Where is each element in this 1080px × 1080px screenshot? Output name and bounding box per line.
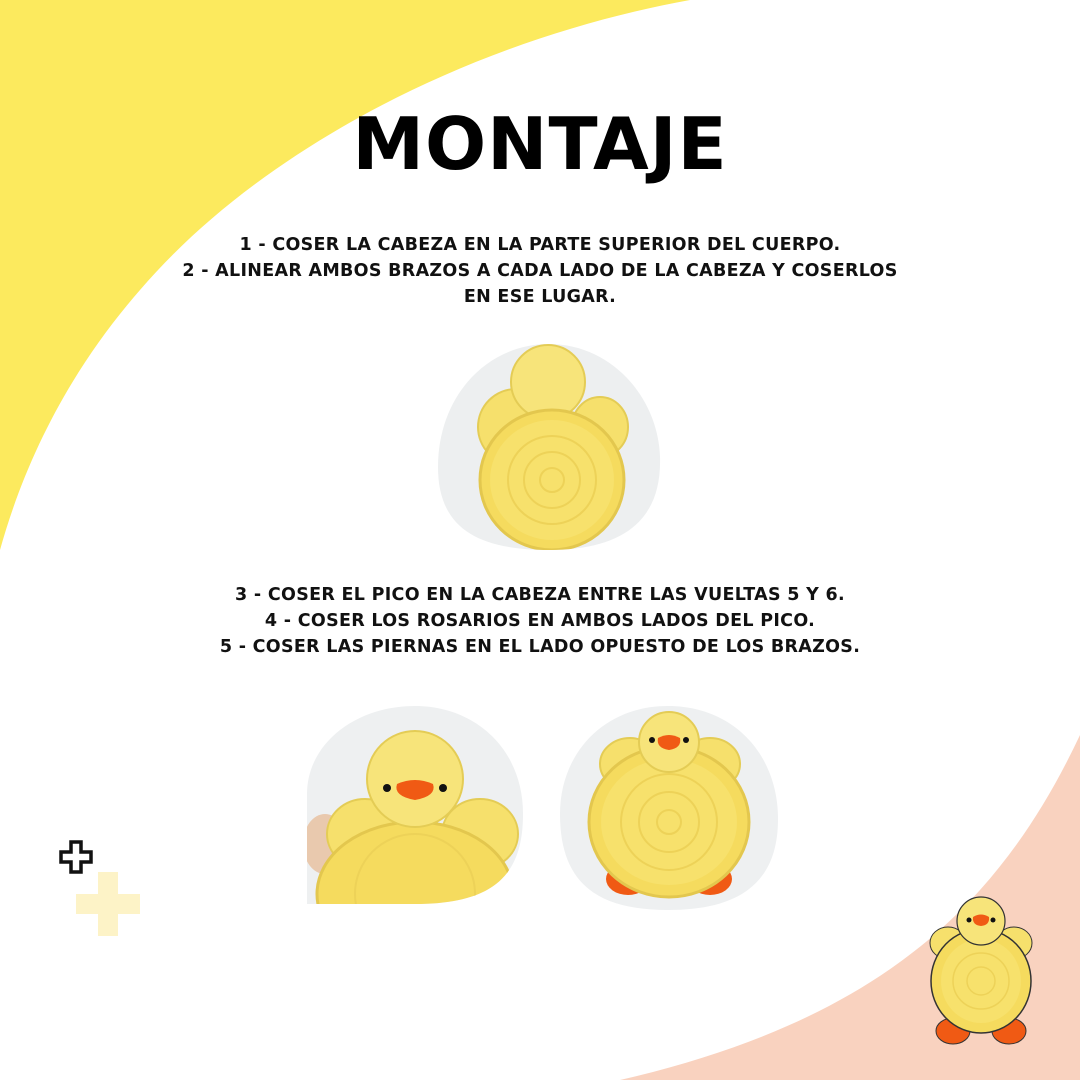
step-4: 4 - COSER LOS ROSARIOS EN AMBOS LADOS DEL PICO.: [264, 611, 816, 631]
corner-duck-image: [926, 893, 1036, 1048]
step-5: 5 - COSER LAS PIERNAS EN EL LADO OPUESTO DE LOS BRAZOS.: [219, 637, 861, 657]
photo-finished-coaster: [558, 704, 780, 912]
step-2: 2 - ALINEAR AMBOS BRAZOS A CADA LADO DE LA CABEZA Y COSERLOS: [182, 261, 898, 281]
step-3: 3 - COSER EL PICO EN LA CABEZA ENTRE LAS VUELTAS 5 Y 6.: [235, 585, 845, 605]
instructions-group-2: [160, 582, 920, 660]
step-1: 1 - COSER LA CABEZA EN LA PARTE SUPERIOR DEL CUERPO.: [239, 235, 841, 255]
step-2-continued: EN ESE LUGAR.: [463, 287, 617, 307]
photo-beak-closeup: [305, 704, 525, 906]
plus-filled-icon: [76, 872, 140, 936]
plus-outline-icon: [59, 840, 93, 874]
instructions-group-1: [160, 232, 920, 310]
photo-head-and-arms: [436, 342, 662, 552]
page-title: MONTAJE: [352, 102, 728, 186]
